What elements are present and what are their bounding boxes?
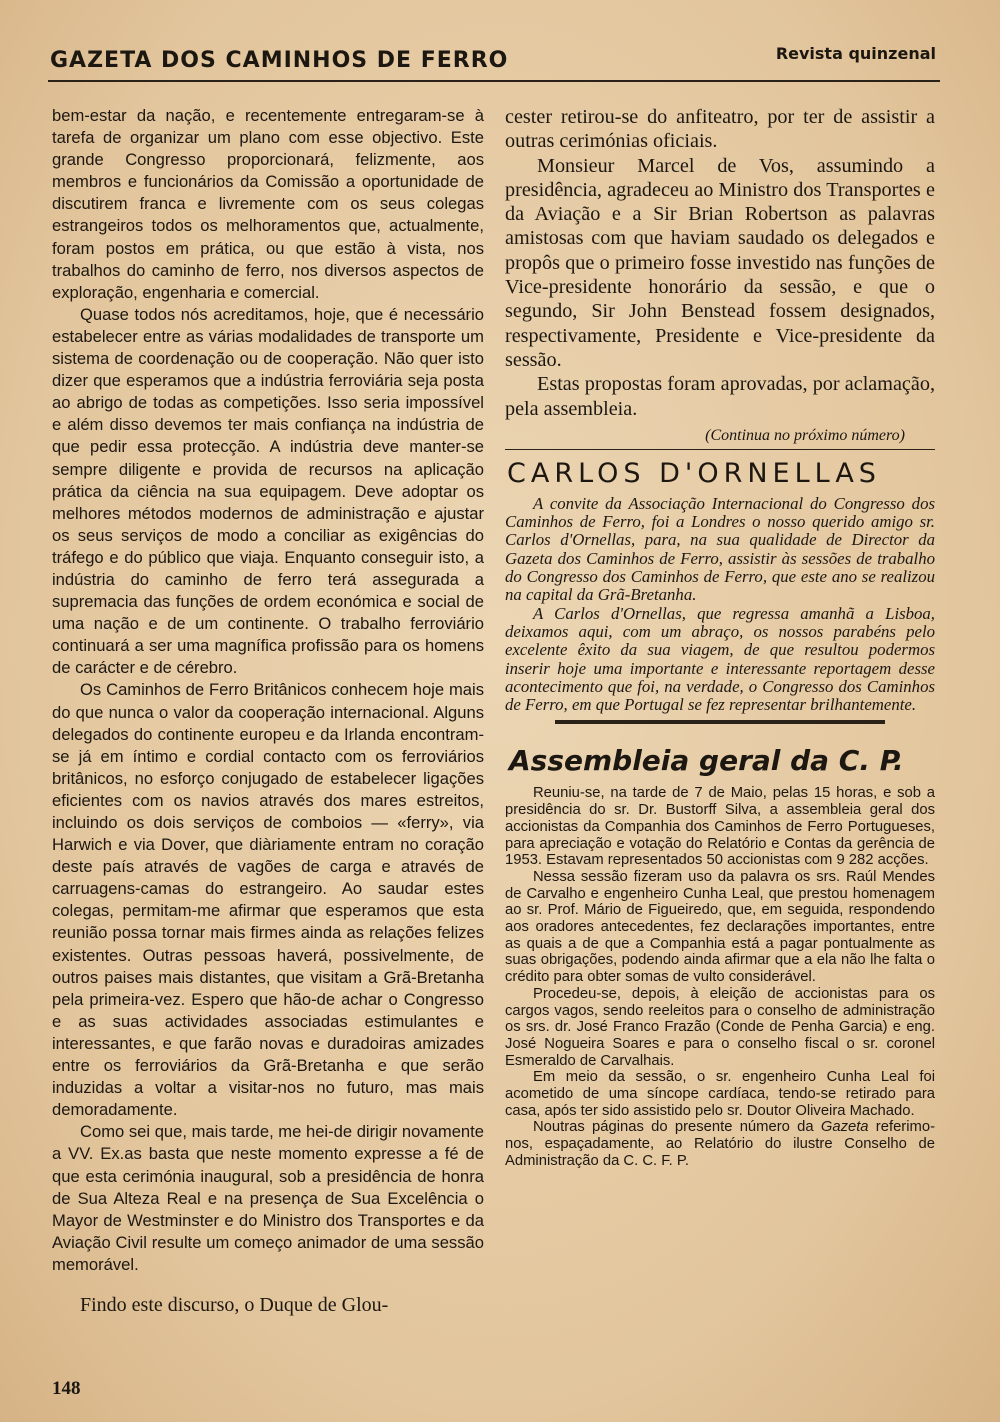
- left-final-paragraph: Findo este discurso, o Duque de Glou-: [80, 1293, 389, 1316]
- assembleia-paragraph: Em meio da sessão, o sr. engenheiro Cunha Leal foi acometido de uma síncope cardíaca, tendo-se retirado para casa, após ter sido assistido pelo sr. Doutor Oliveira Machado.: [505, 1069, 935, 1119]
- section-divider: [505, 449, 935, 450]
- left-column: [52, 105, 484, 1318]
- assembleia-paragraph: [505, 1119, 935, 1169]
- right-column: [505, 105, 935, 1170]
- carlos-heading: CARLOS D'ORNELLAS: [507, 457, 881, 489]
- congress-continuation: [505, 105, 935, 421]
- magazine-title: GAZETA DOS CAMINHOS DE FERRO: [50, 48, 509, 73]
- left-paragraph: Como sei que, mais tarde, me hei-de dirigir novamente a VV. Ex.as basta que neste momento expresse a fé de que esta cerimónia inaugural, sob a presidência de honra de Sua Alteza Real e na presença de Sua Excelência o Mayor de Westminster e do Ministro dos Transportes e da Aviação Civil resulte um começo animador de uma sessão memorável.: [52, 1122, 484, 1274]
- page-number: 148: [52, 1378, 81, 1399]
- assembleia-text: Noutras páginas do presente número da: [533, 1119, 821, 1136]
- left-paragraph: bem-estar da nação, e recentemente entregaram-se à tarefa de organizar um plano com esse objectivo. Este grande Congresso proporcionará, felizmente, aos membros e funcionários da Comissão a oportunidade de discutirem franca e livremente com os seus colegas estrangeiros todos os melhoramentos que, actualmente, foram postos em prática, ou que estão à vista, nos trabalhos do caminho de ferro, nos diversos aspectos de exploração, engenharia e comercial.: [52, 106, 484, 302]
- assembleia-paragraph: Procedeu-se, depois, à eleição de accionistas para os cargos vagos, sendo reeleitos para o conselho de administração os srs. dr. José Franco Frazão (Conde de Penha Garcia) e eng. José Nogueira Soares e para o conselho fiscal o sr. coronel Esmeraldo de Carvalhais.: [505, 985, 935, 1069]
- assembleia-article: [505, 785, 935, 1169]
- assembleia-heading: Assembleia geral da C. P.: [509, 744, 904, 778]
- page-header: [48, 44, 940, 82]
- gazeta-emphasis: Gazeta: [820, 1119, 869, 1136]
- section-divider-thick: [555, 720, 885, 724]
- right-paragraph: cester retirou-se do anfiteatro, por ter de assistir a outras cerimónias oficiais.: [505, 106, 935, 153]
- continued-note: (Continua no próximo número): [705, 426, 905, 444]
- left-paragraph: Os Caminhos de Ferro Britânicos conhecem hoje mais do que nunca o valor da cooperação internacional. Alguns delegados do continente europeu e da Irlanda encontram-se já em íntimo e cordial contacto com os ferroviários britânicos, no esforço conjugado de estabelecer ligações eficientes com os navios através dos mares estreitos, incluindo os dois serviços de comboios — «ferry», via Harwich e via Dover, que diàriamente entram no coração deste país através de vagões de carga e através de carruagens-camas do estrangeiro. Ao saudar estes colegas, permitam-me afirmar que esperamos que esta reunião possa tornar mais firmes ainda as relações felizes existentes. Outras pessoas haverá, possivelmente, de outros paises mais distantes, que visitam a Grã-Bretanha pela primeira-vez. Espero que hão-de achar o Congresso e as suas actividades associadas estimulantes e interessantes, e que farão novas e duradoiras amizades entre os ferroviários da Grã-Bretanha e que serão induzidas a voltar a visitar-nos no futuro, mas mais demoradamente.: [52, 680, 484, 1120]
- assembleia-text: referimo-nos, espaçadamente, ao Relatório do ilustre Conselho de Administração da C. C. F. P.: [505, 1119, 935, 1169]
- left-paragraph: Quase todos nós acreditamos, hoje, que é necessário estabelecer entre as várias modalidades de transporte um sistema de coordenação ou de cooperação. Não quer isto dizer que esperamos que a indústria ferroviária seja posta ao abrigo de todas as competições. Isso seria impossível e além disso devemos ter mais confiança na indústria de que pedir essa protecção. A indústria deve manter-se sempre diligente e provida de recursos na aplicação prática da ciência na sua equipagem. Deve adoptar os melhores métodos modernos de administração e ajustar os seus serviços de modo a conciliar as exigências do tráfego e do público que viaja. Enquanto conseguir isto, a indústria do caminho de ferro terá assegurada a supremacia das funções de ordem económica e social de uma nação e de um continente. O trabalho ferroviário continuará a ser uma magnífica profissão para os homens de carácter e de cérebro.: [52, 304, 484, 678]
- carlos-paragraph: A Carlos d'Ornellas, que regressa amanhã a Lisboa, deixamos aqui, com um abraço, os nossos parabéns pelo excelente êxito da sua viagem, de que resultou podermos inserir hoje uma importante e interessante reportagem desse acontecimento que foi, na verdade, o Congresso dos Caminhos de Ferro, em que Portugal se fez representar brilhantemente.: [505, 603, 935, 715]
- assembleia-paragraph: Nessa sessão fizeram uso da palavra os srs. Raúl Mendes de Carvalho e engenheiro Cunha Leal, que prestou homenagem ao sr. Prof. Mário de Figueiredo, que, em seguida, respondendo aos oradores antecedentes, fez declarações importantes, entre as quais a de que a Companhia está a pagar pontualmente as suas obrigações, podendo ainda afirmar que a ela não lhe falta o crédito para obter somas de vulto considerável.: [505, 868, 935, 986]
- magazine-subtitle: Revista quinzenal: [775, 44, 936, 63]
- right-paragraph: Monsieur Marcel de Vos, assumindo a presidência, agradeceu ao Ministro dos Transportes e da Aviação e a Sir Brian Robertson as palavras amistosas com que haviam saudado os delegados e propôs que o primeiro fosse investido nas funções de Vice-presidente honorário da sessão, e que o segundo, Sir John Benstead fossem designados, respectivamente, Presidente e Vice-presidente da sessão.: [505, 154, 935, 371]
- carlos-paragraph: A convite da Associação Internacional do Congresso dos Caminhos de Ferro, foi a Londres o nosso querido amigo sr. Carlos d'Ornellas, para, na sua qualidade de Director da Gazeta dos Caminhos de Ferro, assistir às sessões de trabalho do Congresso dos Caminhos de Ferro, que este ano se realizou na capital da Grã-Bretanha.: [505, 493, 935, 605]
- carlos-article: [505, 495, 935, 715]
- assembleia-paragraph: Reuniu-se, na tarde de 7 de Maio, pelas 15 horas, e sob a presidência do sr. Dr. Bustorff Silva, a assembleia geral dos accionistas da Companhia dos Caminhos de Ferro Portugueses, para apreciação e votação do Relatório e Contas da gerência de 1953. Estavam representados 50 accionistas com 9 282 acções.: [505, 785, 935, 869]
- right-paragraph: Estas propostas foram aprovadas, por aclamação, pela assembleia.: [505, 373, 935, 420]
